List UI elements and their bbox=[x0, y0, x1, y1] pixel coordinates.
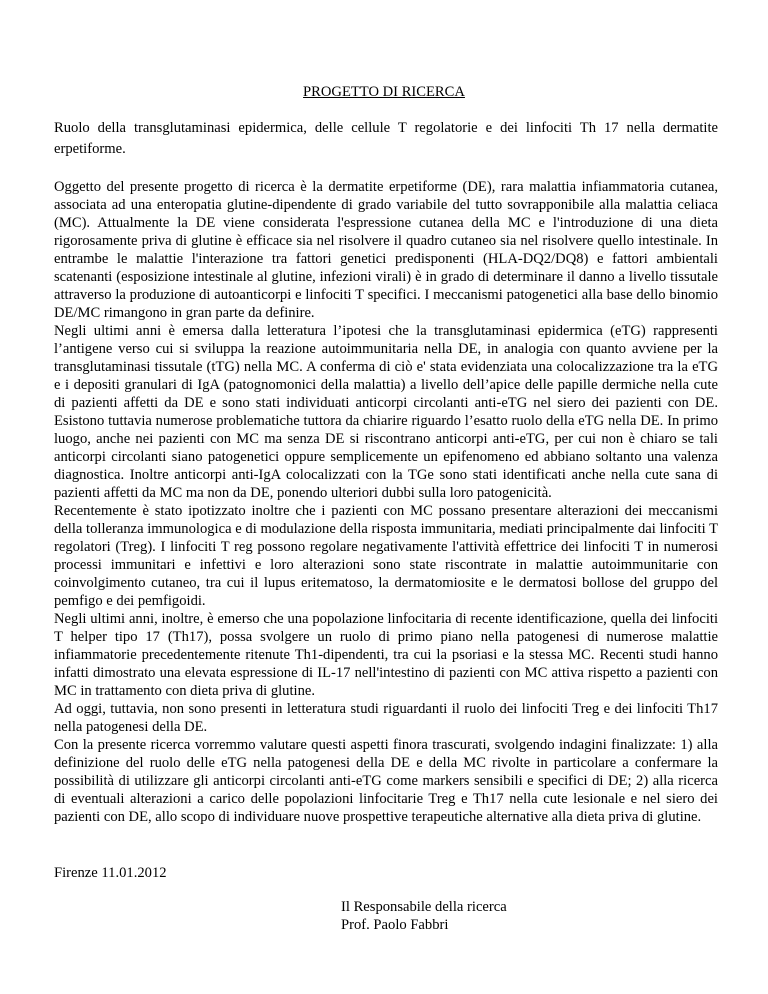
document-subtitle: Ruolo della transglutaminasi epidermica, delle cellule T regolatorie e dei linfociti Th 17 nella dermatite erpetiforme. bbox=[54, 120, 718, 157]
signature-block bbox=[341, 898, 507, 934]
paragraph-6: Con la presente ricerca vorremmo valutare questi aspetti finora trascurati, svolgendo indagini finalizzate: 1) alla definizione del ruolo delle eTG nella patogenesi della DE e della MC rivolte in particolare a confermare la possibilità di utilizzare gli anticorpi circolanti anti-eTG come markers sensibili e specifici di DE; 2) alla ricerca di eventuali alterazioni a carico delle popolazioni linfocitarie Treg e Th17 nella cute lesionale e nel siero dei pazienti con DE, allo scopo di individuare nuove prospettive terapeutiche alternative alla dieta priva di glutine. bbox=[54, 737, 718, 825]
paragraph-1: Oggetto del presente progetto di ricerca è la dermatite erpetiforme (DE), rara malattia infiammatoria cutanea, associata ad una enteropatia glutine-dipendente di grado variabile del tutto sovrapponibile alla malattia celiaca (MC). Attualmente la DE viene considerata l'espressione cutanea della MC e l'introduzione di una dieta rigorosamente priva di glutine è efficace sia nel risolvere il quadro cutaneo sia nel risolvere quello intestinale. In entrambe le malattie l'interazione tra fattori genetici predisponenti (HLA-DQ2/DQ8) e fattori ambientali scatenanti (esposizione intestinale al glutine, infezioni virali) è in grado di determinare il danno a livello tissutale attraverso la produzione di autoanticorpi e linfociti T specifici. I meccanismi patogenetici alla base dello binomio DE/MC rimangono in gran parte da definire. bbox=[54, 179, 718, 321]
signature-role: Il Responsabile della ricerca bbox=[341, 899, 507, 915]
document-title: PROGETTO DI RICERCA bbox=[303, 84, 465, 100]
signature-name: Prof. Paolo Fabbri bbox=[341, 917, 449, 933]
paragraph-5: Ad oggi, tuttavia, non sono presenti in letteratura studi riguardanti il ruolo dei linfociti Treg e dei linfociti Th17 nella patogenesi della DE. bbox=[54, 701, 718, 735]
paragraph-3: Recentemente è stato ipotizzato inoltre che i pazienti con MC possano presentare alterazioni dei meccanismi della tolleranza immunologica e di modulazione della risposta immunitaria, mediati principalmente dai linfociti T regolatori (Treg). I linfociti T reg possono regolare negativamente l'attività effettrice dei linfociti T in numerosi processi immunitari e infettivi e loro alterazioni sono state riscontrate in malattie autoimmunitarie con coinvolgimento cutaneo, tra cui il lupus eritematoso, la dermatomiosite e le dermatosi bollose del gruppo del pemfigo e dei pemfigoidi. bbox=[54, 503, 718, 609]
paragraph-2: Negli ultimi anni è emersa dalla letteratura l’ipotesi che la transglutaminasi epidermica (eTG) rappresenti l’antigene verso cui si sviluppa la reazione autoimmunitaria nella DE, in analogia con quanto avviene per la transglutaminasi tissutale (tTG) nella MC. A conferma di ciò e' stata evidenziata una colocalizzazione tra la eTG e i depositi granulari di IgA (patognomonici della malattia) a livello dell’apice delle papille dermiche nella cute di pazienti affetti da DE e sono stati individuati anticorpi circolanti anti-eTG nel siero dei pazienti con DE. Esistono tuttavia numerose problematiche tuttora da chiarire riguardo l’esatto ruolo della eTG nella DE. In primo luogo, anche nei pazienti con MC ma senza DE si riscontrano anticorpi anti-eTG, per cui non è chiaro se tali anticorpi circolanti siano patogenetici oppure semplicemente un epifenomeno ed abbiano soltanto una valenza diagnostica. Inoltre anticorpi anti-IgA colocalizzati con la TGe sono stati identificati anche nella cute sana di pazienti affetti da MC ma non da DE, ponendo ulteriori dubbi sulla loro patogenicità. bbox=[54, 323, 718, 501]
document-date: Firenze 11.01.2012 bbox=[54, 865, 167, 881]
document-body bbox=[54, 178, 718, 826]
paragraph-4: Negli ultimi anni, inoltre, è emerso che una popolazione linfocitaria di recente identificazione, quella dei linfociti T helper tipo 17 (Th17), possa svolgere un ruolo di primo piano nella patogenesi di numerose malattie infiammatorie precedentemente ritenute Th1-dipendenti, tra cui la psoriasi e la stessa MC. Recenti studi hanno infatti dimostrato una elevata espressione di IL-17 nell'intestino di pazienti con MC attiva rispetto a pazienti con MC in trattamento con dieta priva di glutine. bbox=[54, 611, 718, 699]
